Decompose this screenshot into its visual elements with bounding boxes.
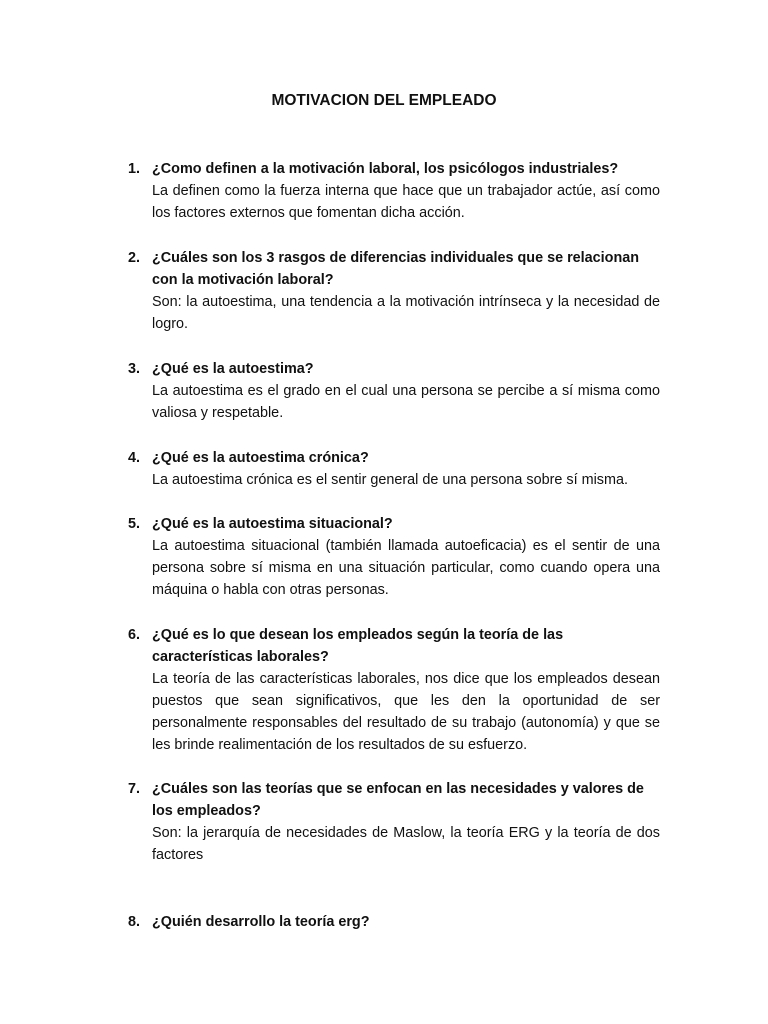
answer-text: La autoestima situacional (también llamada autoeficacia) es el sentir de una persona sobre sí misma en una situación particular, como cuando opera una máquina o habla con otras personas. <box>152 538 660 598</box>
item-number: 5. <box>128 516 141 532</box>
qa-item-1 <box>128 158 660 224</box>
item-number: 3. <box>128 361 141 377</box>
answer-text: Son: la jerarquía de necesidades de Maslow, la teoría ERG y la teoría de dos factores <box>152 825 660 863</box>
item-number: 2. <box>128 250 141 266</box>
item-number: 7. <box>128 781 141 797</box>
qa-item-3 <box>128 358 660 424</box>
item-number: 4. <box>128 450 141 466</box>
question-text: ¿Qué es la autoestima situacional? <box>152 516 393 532</box>
qa-item-8 <box>128 911 660 933</box>
document-title: MOTIVACION DEL EMPLEADO <box>271 92 497 109</box>
qa-item-2 <box>128 247 660 335</box>
answer-text: Son: la autoestima, una tendencia a la motivación intrínseca y la necesidad de logro. <box>152 294 660 332</box>
qa-item-6 <box>128 624 660 756</box>
answer-text: La autoestima es el grado en el cual una persona se percibe a sí misma como valiosa y respetable. <box>152 383 660 421</box>
qa-item-7 <box>128 778 660 866</box>
question-text: ¿Cuáles son las teorías que se enfocan en las necesidades y valores de los empleados? <box>152 781 644 819</box>
answer-text: La definen como la fuerza interna que hace que un trabajador actúe, así como los factores externos que fomentan dicha acción. <box>152 183 660 221</box>
question-text: ¿Qué es la autoestima crónica? <box>152 450 369 466</box>
question-text: ¿Como definen a la motivación laboral, los psicólogos industriales? <box>152 161 619 177</box>
question-text: ¿Qué es la autoestima? <box>152 361 314 377</box>
answer-text: La teoría de las características laborales, nos dice que los empleados desean puestos que sean significativos, que les den la oportunidad de ser personalmente responsables del resultado de su trabajo (autonomía) y que se les brinde realimentación de los resultados de su esfuerzo. <box>152 671 660 753</box>
question-text: ¿Quién desarrollo la teoría erg? <box>152 914 370 930</box>
item-number: 1. <box>128 161 141 177</box>
question-text: ¿Qué es lo que desean los empleados según la teoría de las características laborales? <box>152 627 564 665</box>
qa-item-4 <box>128 447 660 491</box>
answer-text: La autoestima crónica es el sentir general de una persona sobre sí misma. <box>152 472 628 488</box>
item-number: 6. <box>128 627 141 643</box>
question-text: ¿Cuáles son los 3 rasgos de diferencias individuales que se relacionan con la motivación laboral? <box>152 250 640 288</box>
item-number: 8. <box>128 914 141 930</box>
qa-item-5 <box>128 513 660 601</box>
